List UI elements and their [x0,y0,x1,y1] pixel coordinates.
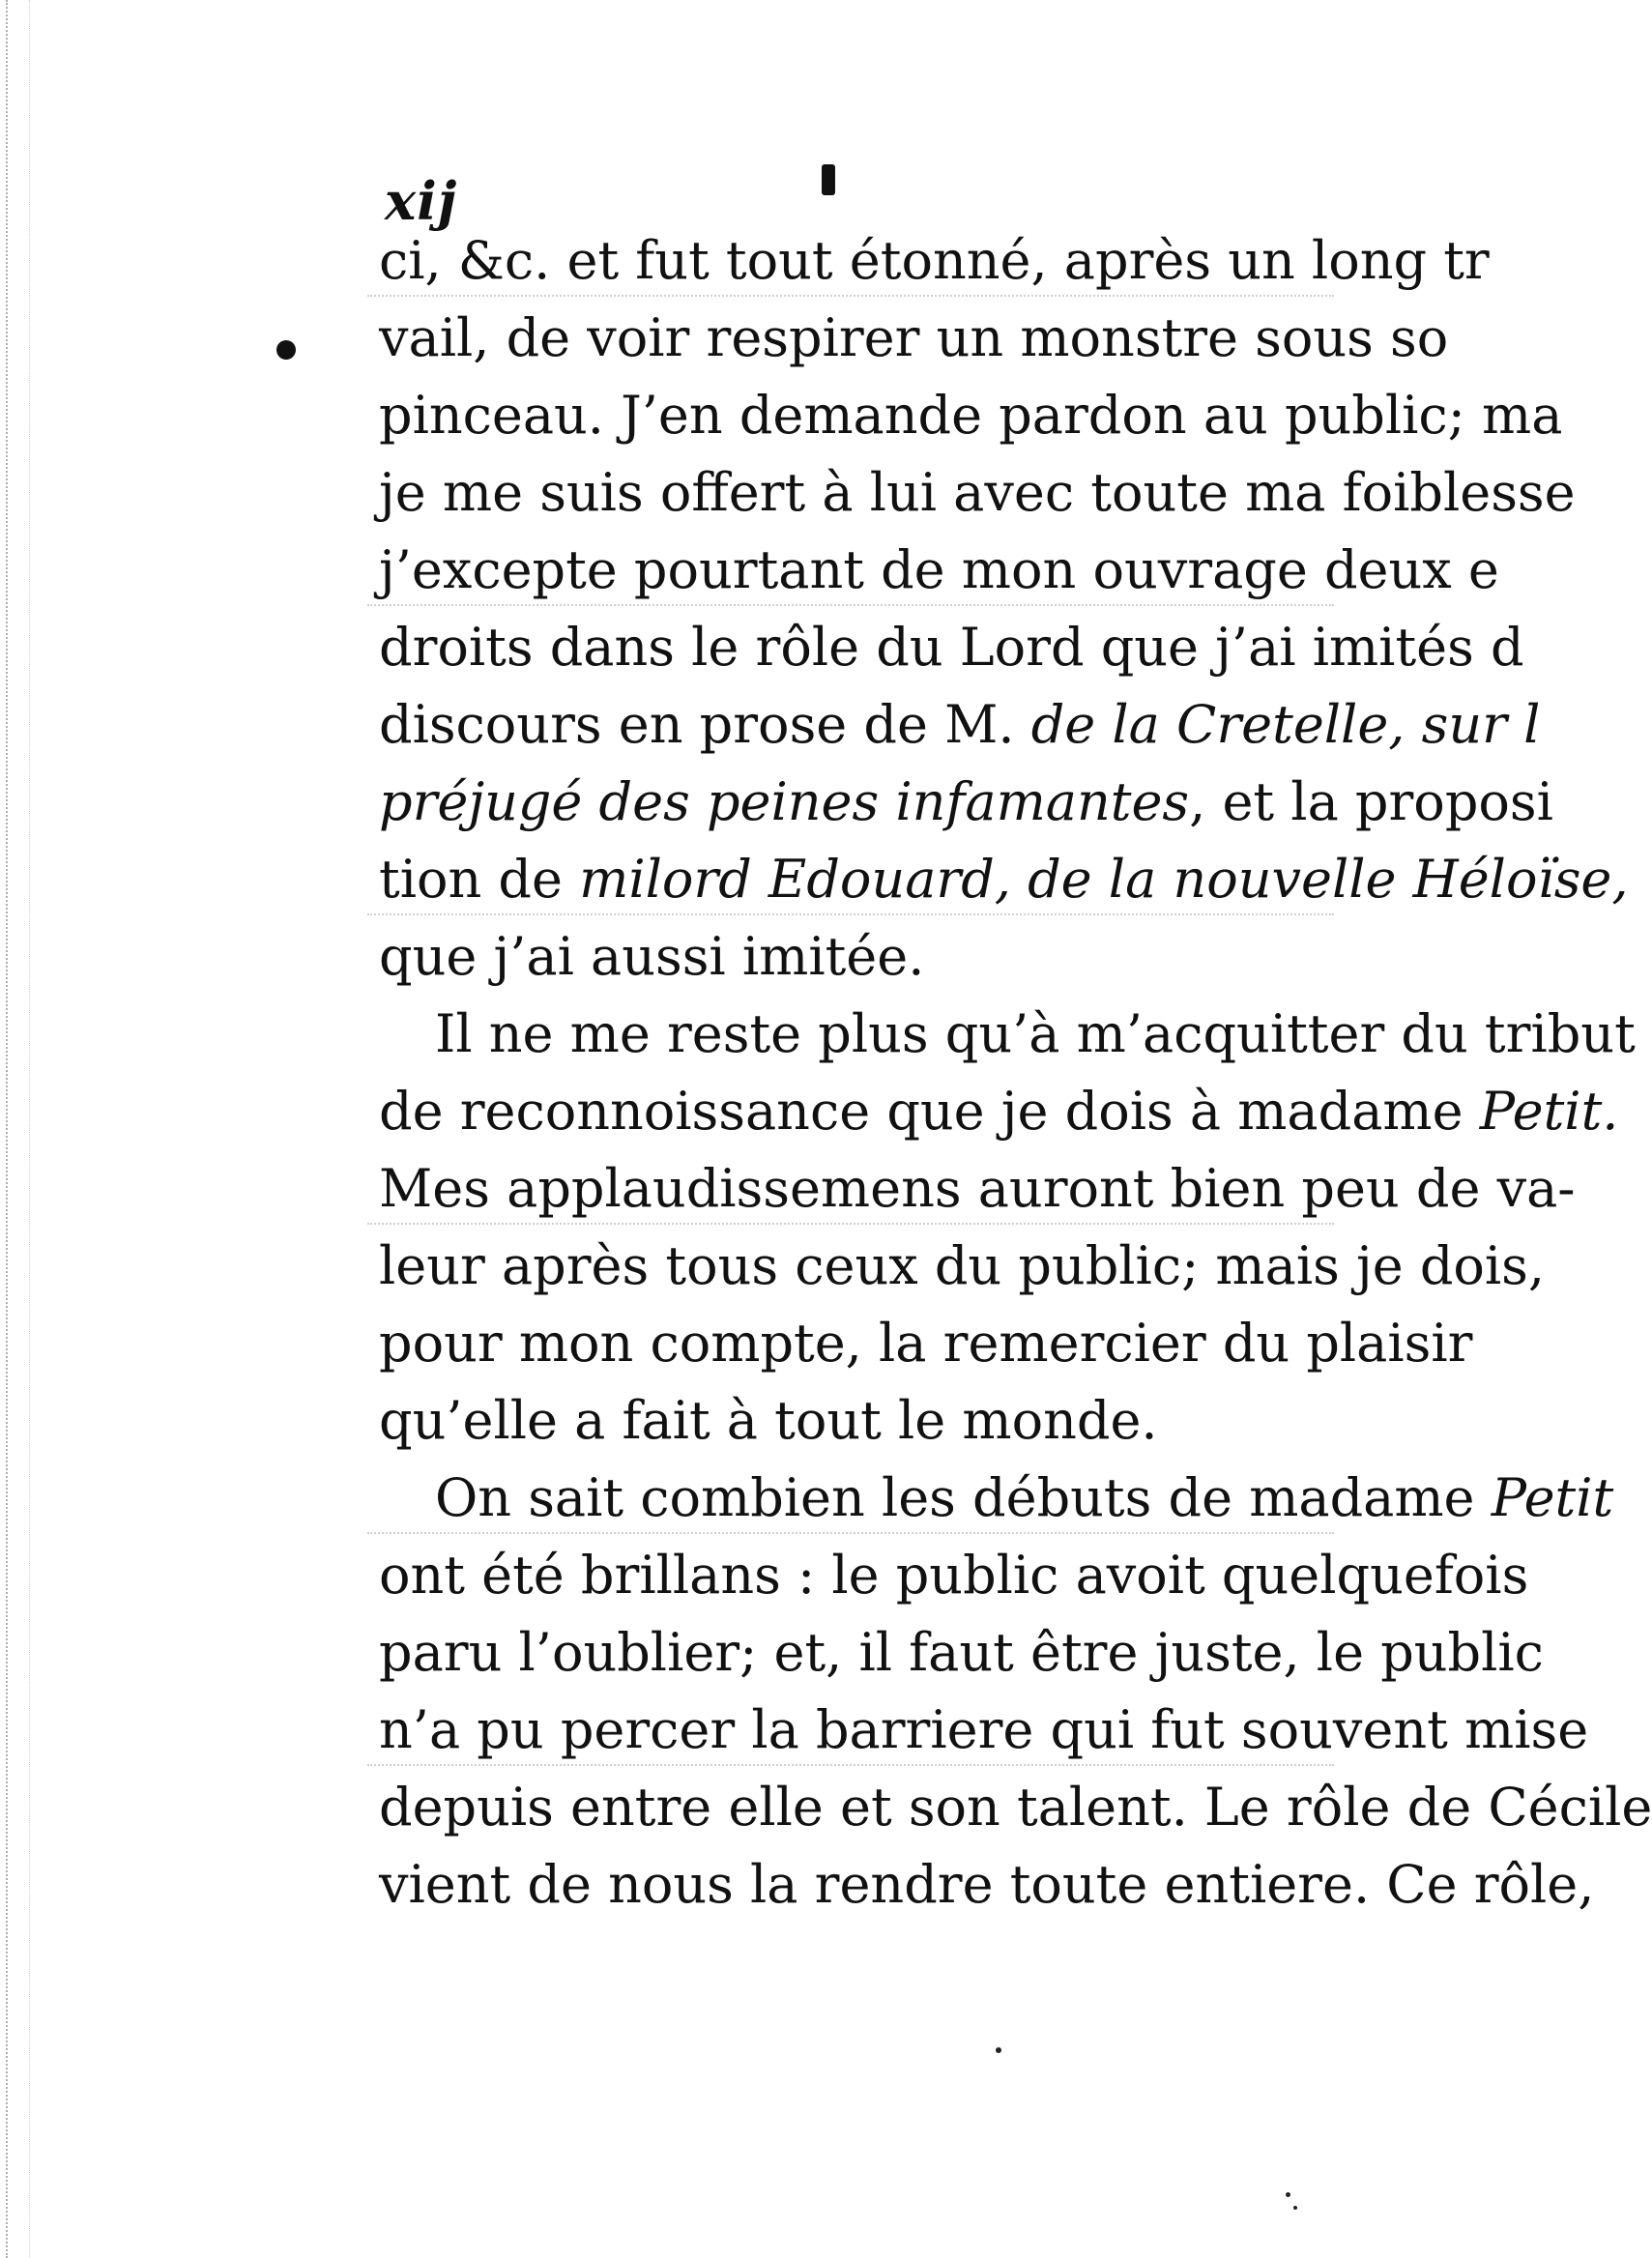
text-line [379,1846,1595,1924]
text-line [379,764,1553,841]
line-text: discours en prose de M. [379,694,1031,755]
line-text: ci, &c. et fut tout étonné, après un long tr [379,230,1490,291]
text-line [379,609,1524,686]
line-text: droits dans le rôle du Lord que j’ai imités d [379,617,1524,678]
text-line [379,1769,1652,1846]
line-text: leur après tous ceux du public; mais je dois, [379,1235,1546,1296]
text-line [379,1537,1529,1614]
text-line [379,1073,1619,1150]
ink-speck [996,2047,1001,2053]
paragraph-start [435,1460,1614,1537]
ink-speck [1286,2192,1290,2197]
page-number: xij [385,170,458,232]
ink-speck [1293,2206,1297,2210]
line-text: qu’elle a fait à tout le monde. [379,1390,1158,1451]
line-text: paru l’oublier; et, il faut être juste, le public [379,1622,1544,1683]
text-line [379,1150,1576,1228]
text-line [379,1305,1473,1382]
text-line [379,918,1346,996]
line-text: On sait combien les débuts de madame [435,1467,1492,1528]
text-line [379,222,1490,300]
line-text: ont été brillans : le public avoit quelquefois [379,1545,1529,1606]
line-text: je me suis offert à lui avec toute ma foiblesse [379,462,1576,523]
italic-text: milord Edouard, de la nouvelle Héloïse, [579,849,1629,910]
line-text: pinceau. J’en demande pardon au public; ma [379,385,1563,446]
line-text: tion de [379,849,580,910]
ink-mark [822,164,835,195]
text-line [379,377,1563,454]
line-text: depuis entre elle et son talent. Le rôle de Cécile [379,1777,1652,1838]
line-text: vient de nous la rendre toute entiere. Ce rôle, [379,1854,1595,1915]
text-line [379,532,1499,609]
page-edge-shadow [6,0,30,2258]
paragraph-start [435,996,1636,1073]
text-line [379,1692,1589,1769]
line-text: Il ne me reste plus qu’à m’acquitter du tribut [435,1003,1636,1064]
line-text: de reconnoissance que je dois à madame [379,1081,1480,1142]
line-text: n’a pu percer la barriere qui fut souvent mise [379,1699,1589,1760]
italic-text: de la Cretelle, sur l [1030,694,1541,755]
text-line [379,454,1576,532]
bullet-mark [276,340,296,360]
italic-text: Petit. [1479,1081,1619,1142]
italic-text: Petit [1491,1467,1614,1528]
line-text: que j’ai aussi imitée. [379,926,925,987]
text-line [379,300,1449,377]
text-line [379,686,1541,764]
line-text: pour mon compte, la remercier du plaisir [379,1313,1473,1374]
text-line [379,1228,1546,1305]
line-text: j’excepte pourtant de mon ouvrage deux e [379,539,1499,600]
italic-text: préjugé des peines infamantes [379,771,1190,832]
text-line [379,1382,1346,1460]
line-text: vail, de voir respirer un monstre sous so [379,307,1449,368]
text-line [379,1614,1544,1692]
line-text: Mes applaudissemens auront bien peu de va- [379,1158,1576,1219]
line-text: , et la proposi [1189,771,1553,832]
text-line [379,841,1629,918]
